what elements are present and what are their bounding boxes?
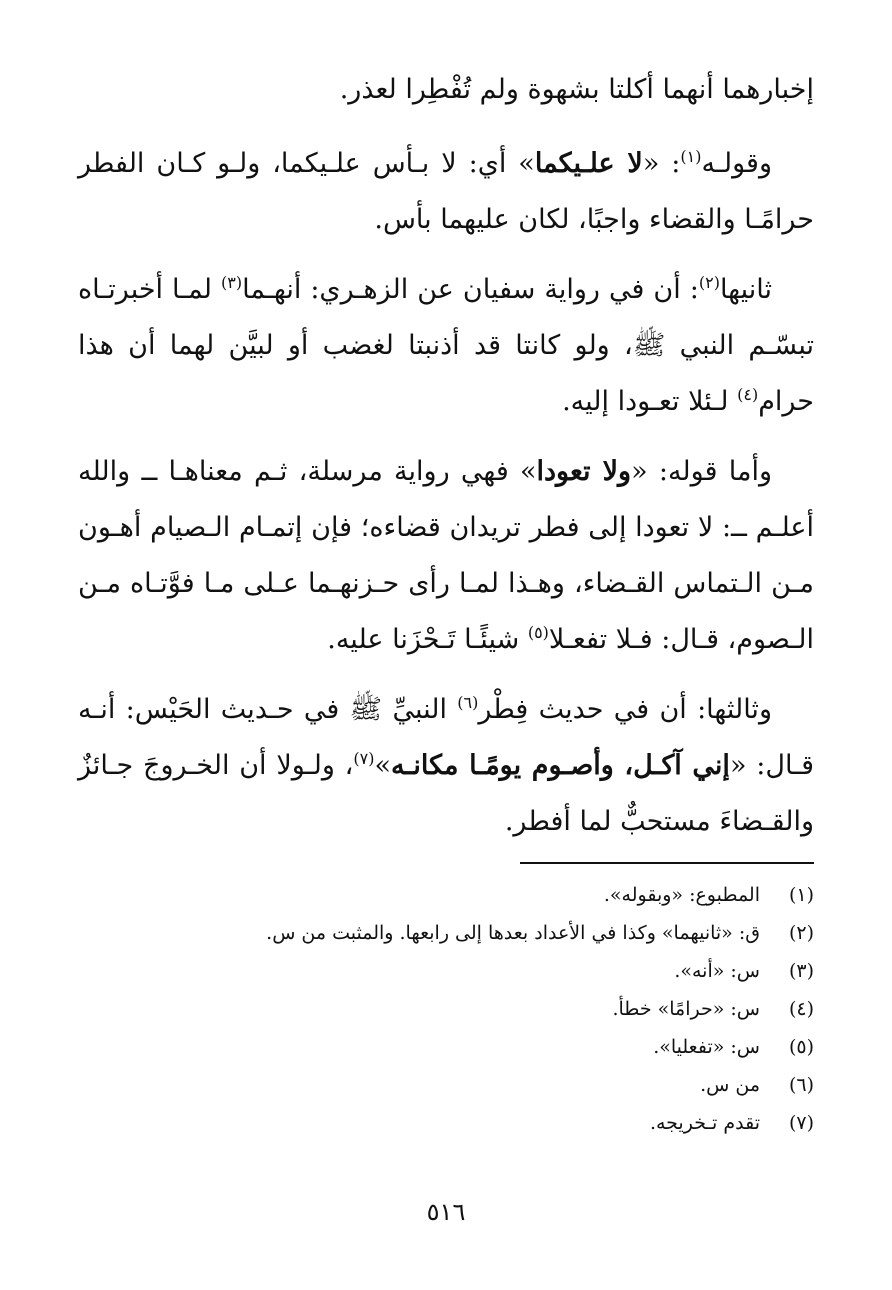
footnote-text: من س.: [700, 1074, 760, 1096]
footnote-2: [78, 914, 814, 952]
footnote-1: [78, 876, 814, 914]
paragraph-5: [78, 682, 814, 850]
p5-text-d: ، ولـولا أن الخـروجَ جـائزٌ والقـضاءَ مستحبٌّ لما أفطر.: [78, 750, 814, 837]
footnotes: [78, 876, 814, 1142]
p3-text-d: لـئلا تعـودا إليه.: [562, 386, 738, 417]
paragraph-2: [78, 136, 814, 248]
p5-text-b: النبيِّ ﷺ في حـديث الحَيْس: أنـه قـال: «: [78, 694, 814, 781]
footnote-number: (٥): [788, 1036, 814, 1058]
footnote-number: (٢): [788, 922, 814, 944]
footnote-ref-2[interactable]: (٢): [698, 273, 720, 292]
footnote-text: س: «تفعليا».: [653, 1036, 760, 1058]
paragraph-1: [78, 62, 814, 118]
p4-text-b: » فهي رواية مرسلة، ثـم معناهـا ــ والله أعلـم ــ: لا تعودا إلى فطر تريدان قضاءه؛ فإن إتمـام الـصيام أهـون مـن الـتماس القـضاء، وهـذا لمـا رأى حـزنهـما عـلى مـا فوَّتـاه مـن الـصوم، قـال: فـلا تفعـلا: [78, 456, 814, 655]
p3-text-a: ثانيها: [719, 274, 773, 305]
p2-text-a: وقولـه: [701, 148, 772, 179]
footnote-text: س: «حرامًا» خطأ.: [612, 998, 760, 1020]
footnote-separator-rule: [520, 862, 814, 864]
footnote-7: [78, 1104, 814, 1142]
paragraph-3: [78, 262, 814, 430]
footnote-number: (٦): [788, 1074, 814, 1096]
page-body: [78, 62, 814, 864]
footnote-4: [78, 990, 814, 1028]
p4-text-c: شيئًـا تَـحْزَنا عليه.: [327, 624, 528, 655]
p4-quote-bold: ولا تعودا: [536, 456, 632, 487]
footnote-ref-1[interactable]: (١): [680, 147, 702, 166]
p3-text-b: : أن في رواية سفيان عن الزهـري: أنهـما: [242, 274, 699, 305]
paragraph-1-text: إخبارهما أنهما أكلتا بشهوة ولم تُفْطِرا لعذر.: [339, 74, 814, 105]
footnote-number: (٧): [788, 1112, 814, 1134]
footnote-3: [78, 952, 814, 990]
p5-text-c: »: [374, 750, 391, 781]
footnote-ref-4[interactable]: (٤): [737, 385, 759, 404]
footnote-5: [78, 1028, 814, 1066]
footnote-text: ق: «ثانيهما» وكذا في الأعداد بعدها إلى رابعها. والمثبت من س.: [266, 922, 760, 944]
footnote-ref-6[interactable]: (٦): [457, 693, 479, 712]
p3-text-c: لمـا أخبرتـاه تبسّـم النبي ﷺ، ولو كانتا قد أذنبتا لغضب أو لبيَّن لهما أن هذا حرام: [78, 274, 814, 417]
footnote-text: المطبوع: «وبقوله».: [603, 884, 760, 906]
p5-text-a: وثالثها: أن في حديث فِطْر: [478, 694, 772, 725]
p4-text-a: وأما قوله: «: [631, 456, 772, 487]
footnote-6: [78, 1066, 814, 1104]
footnote-text: تقدم تـخريجه.: [649, 1112, 760, 1134]
page-number: ٥١٦: [426, 1198, 466, 1226]
footnote-number: (٣): [788, 960, 814, 982]
footnote-ref-5[interactable]: (٥): [527, 623, 549, 642]
footnote-ref-3[interactable]: (٣): [221, 273, 243, 292]
p5-quote-bold: إني آكـل، وأصـوم يومًـا مكانـه: [390, 750, 730, 781]
footnote-ref-7[interactable]: (٧): [353, 749, 375, 768]
footnote-number: (٤): [788, 998, 814, 1020]
p2-quote-bold: لا علـيكما: [534, 148, 643, 179]
p2-text-b: : «: [642, 148, 681, 179]
paragraph-4: [78, 444, 814, 668]
footnote-text: س: «أنه».: [674, 960, 760, 982]
main-text: [78, 62, 814, 850]
p2-text-c: » أي: لا بـأس علـيكما، ولـو كـان الفطر حرامًـا والقضاء واجبًا، لكان عليهما بأس.: [78, 148, 814, 235]
footnote-number: (١): [788, 884, 814, 906]
